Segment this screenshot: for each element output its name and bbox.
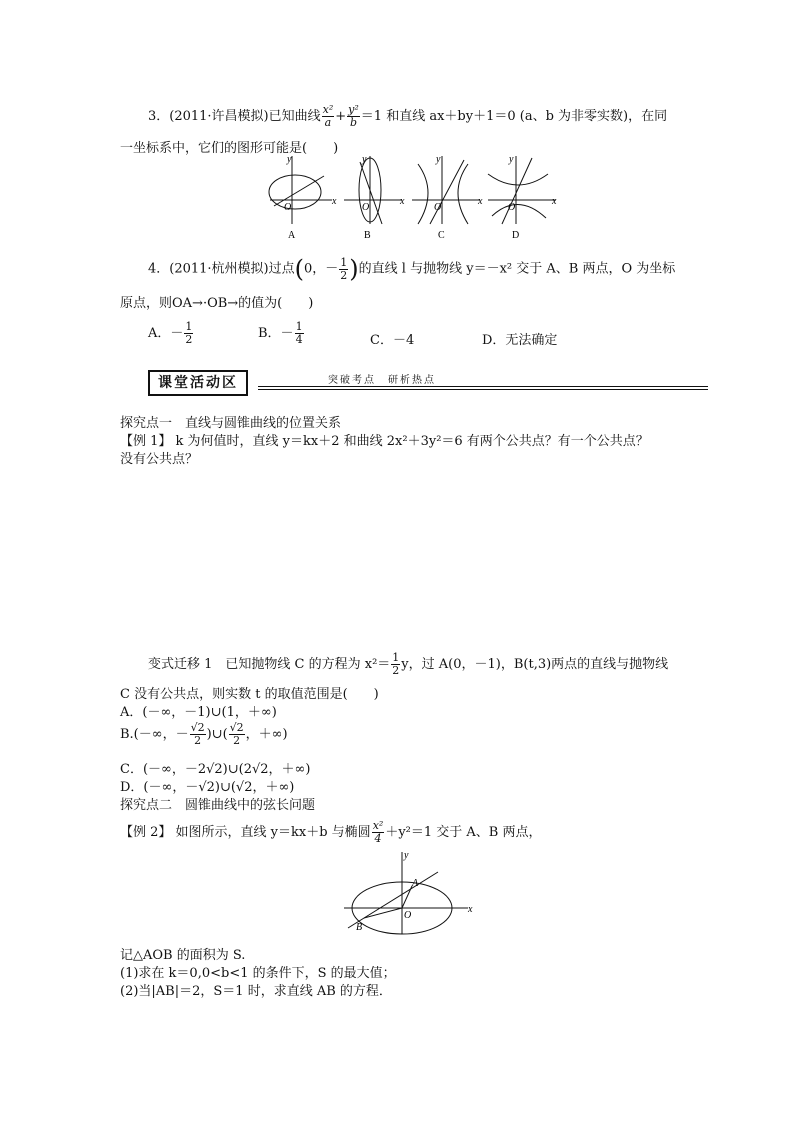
banner-subtitle: 突破考点 研析热点 bbox=[328, 375, 436, 386]
banner-rule-top bbox=[258, 386, 708, 387]
ex2-line: 【例 2】 如图所示，直线 y＝kx＋b 与椭圆 $\frac{\text{x²}}{4}$ ＋y²＝1 交于 A、B 两点， bbox=[120, 819, 542, 845]
ex1-line1: 【例 1】 k 为何值时，直线 y＝kx＋2 和曲线 2x²＋3y²＝6 有两个公共点？有一个公共点？ bbox=[120, 434, 649, 449]
q4-option-b: B．－ $\frac{1}{4}$ bbox=[258, 320, 303, 346]
q3-frac1: $\frac{\text{x²}}{a}$ bbox=[322, 103, 334, 129]
variant1-line2: C 没有公共点，则实数 t 的取值范围是( ) bbox=[120, 687, 379, 702]
svg-text:y: y bbox=[287, 154, 292, 165]
q3-frac2: $\frac{\text{y²}}{b}$ bbox=[348, 103, 359, 129]
q3-fig-label-d: D bbox=[512, 230, 520, 241]
q3-text-b: ＝1 和直线 ax＋by＋1＝0 (a、b 为非零实数)，在同 bbox=[360, 109, 668, 124]
q3-fig-label-a: A bbox=[288, 230, 296, 241]
ex1-line2: 没有公共点？ bbox=[120, 452, 199, 467]
svg-text:y: y bbox=[362, 154, 367, 165]
q3-figures bbox=[262, 152, 562, 244]
ex2-label-o: O bbox=[404, 910, 412, 921]
ex2-figure bbox=[342, 846, 482, 938]
q3-line1: 3．(2011·许昌模拟)已知曲线 $\frac{\text{x²}}{a}$ + $\frac{\text{y²}}{b}$ ＝1 和直线 ax＋by＋1＝0 (a、b 为非零实数)，在同 bbox=[148, 103, 668, 129]
ex2-part1: (1)求在 k＝0,0<b<1 的条件下，S 的最大值； bbox=[120, 966, 396, 981]
q3-fig-a bbox=[269, 156, 332, 224]
svg-text:O: O bbox=[434, 202, 442, 213]
q4-line2: 原点，则OA→·OB→的值为( ) bbox=[120, 296, 314, 311]
variant1-option-b: B.(－∞，－ $\frac{√2}{2}$ )∪( $\frac{√2}{2}$ ，＋∞) bbox=[120, 721, 288, 747]
svg-text:y: y bbox=[404, 850, 409, 861]
svg-text:x: x bbox=[332, 196, 337, 207]
svg-text:O: O bbox=[362, 202, 370, 213]
ex2-label-a: A bbox=[412, 878, 419, 889]
ex2-label-b: B bbox=[356, 922, 363, 933]
variant1-option-a: A．(－∞，－1)∪(1，＋∞) bbox=[120, 705, 277, 720]
q3-fig-label-b: B bbox=[364, 230, 371, 241]
q4-text-b: 的直线 l 与抛物线 y＝－x² 交于 A、B 两点，O 为坐标 bbox=[358, 261, 676, 277]
q3-text-a: 3．(2011·许昌模拟)已知曲线 bbox=[148, 109, 321, 124]
q3-fig-c bbox=[412, 156, 480, 224]
svg-text:x: x bbox=[468, 904, 473, 915]
sec1-title: 探究点一 直线与圆锥曲线的位置关系 bbox=[120, 416, 342, 431]
section-banner bbox=[148, 370, 708, 394]
ex2-area-text: 记△AOB 的面积为 S. bbox=[120, 948, 246, 963]
svg-text:x: x bbox=[478, 196, 483, 207]
q4-text-a: 4．(2011·杭州模拟)过点 bbox=[148, 261, 295, 277]
svg-text:x: x bbox=[400, 196, 405, 207]
q4-option-c: C．－4 bbox=[370, 333, 415, 348]
variant1-option-c: C．(－∞，－2√2)∪(2√2，＋∞) bbox=[120, 762, 311, 777]
q3-line2: 一坐标系中，它们的图形可能是( ) bbox=[120, 141, 339, 156]
q4-point: 0，－ bbox=[304, 261, 339, 277]
sec2-title: 探究点二 圆锥曲线中的弦长问题 bbox=[120, 798, 316, 813]
svg-text:y: y bbox=[509, 154, 514, 165]
q3-fig-label-c: C bbox=[438, 230, 445, 241]
svg-text:x: x bbox=[552, 196, 557, 207]
svg-text:y: y bbox=[436, 154, 441, 165]
ex2-part2: (2)当|AB|＝2，S＝1 时，求直线 AB 的方程． bbox=[120, 984, 392, 999]
svg-text:O: O bbox=[508, 202, 516, 213]
q4-frac: $\frac{1}{2}$ bbox=[340, 255, 348, 282]
variant1-line1: 变式迁移 1 已知抛物线 C 的方程为 x²＝ $\frac{1}{2}$ y，过 A(0，－1)，B(t,3)两点的直线与抛物线 bbox=[148, 651, 669, 677]
q4-line1: 4．(2011·杭州模拟)过点(0，－ $\frac{1}{2}$ )的直线 l 与抛物线 y＝－x² 交于 A、B 两点，O 为坐标 bbox=[148, 255, 676, 283]
banner-title: 课堂活动区 bbox=[148, 370, 248, 396]
svg-text:O: O bbox=[284, 202, 292, 213]
ex2-line-ab bbox=[348, 872, 438, 928]
q3-fig-d bbox=[488, 156, 556, 224]
q4-option-a: A．－ $\frac{1}{2}$ bbox=[148, 320, 193, 346]
banner-rule-bottom bbox=[258, 389, 708, 390]
q3-fig-b bbox=[344, 156, 402, 224]
q4-option-d: D．无法确定 bbox=[482, 333, 558, 348]
ex2-segment-ob bbox=[364, 908, 402, 918]
ex2-segment-oa bbox=[402, 886, 412, 908]
variant1-option-d: D．(－∞，－√2)∪(√2，＋∞) bbox=[120, 780, 295, 795]
